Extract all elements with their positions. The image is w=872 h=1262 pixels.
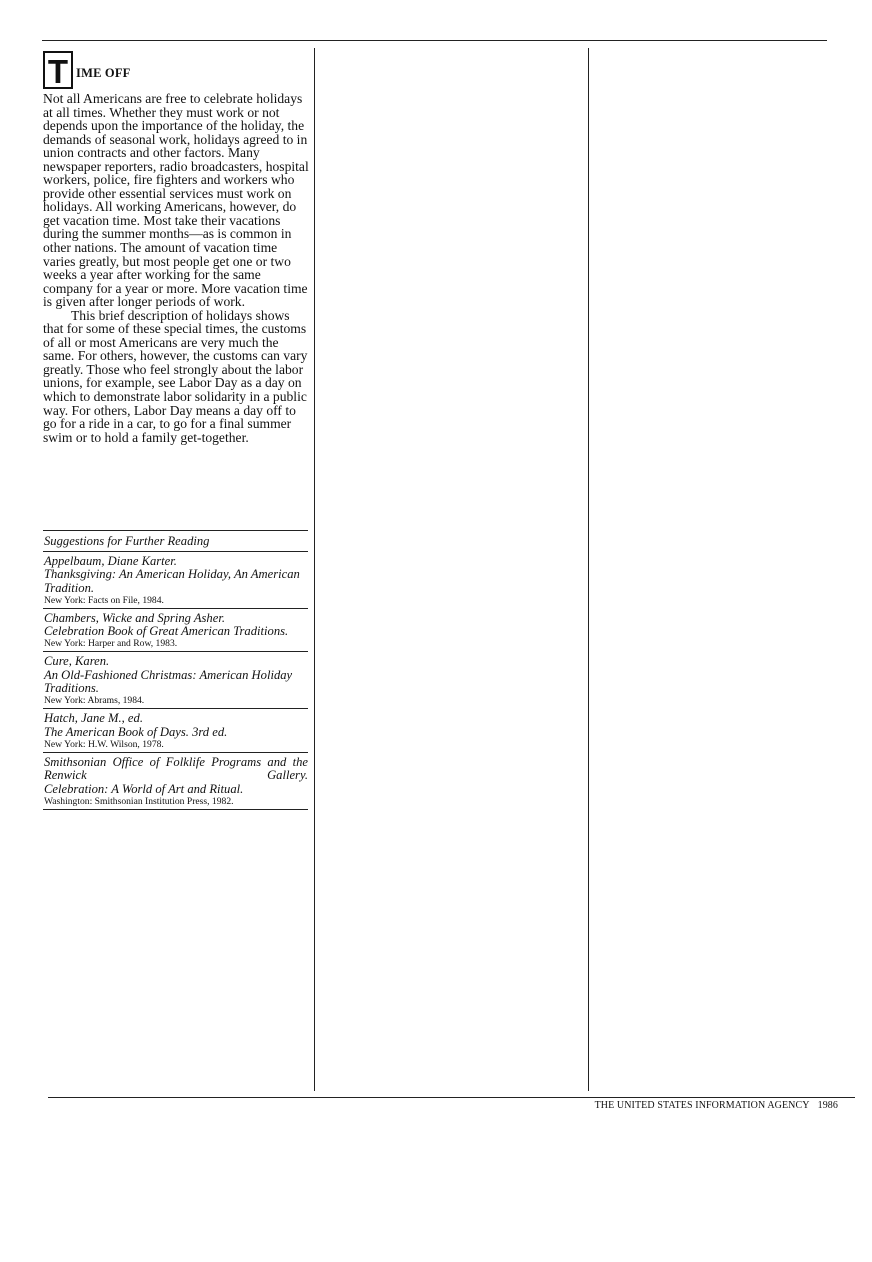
page-footer: [595, 1100, 838, 1111]
article-body: [43, 92, 311, 444]
reference-publisher: New York: Abrams, 1984.: [44, 695, 145, 707]
heading-text: IME OFF: [76, 66, 131, 80]
reference-item: [43, 753, 308, 810]
reference-author: Cure, Karen.: [44, 654, 110, 669]
body-paragraph-1: Not all Americans are free to celebrate holidays at all times. Whether they must work or not depends upon the importance of the holiday, the demands of seasonal work, holidays agreed to in union contracts and other factors. Many newspaper reporters, radio broadcasters, hospital workers, police, fire fighters and workers who provide other essential services must work on holidays. All working Americans, however, do get vacation time. Most take their vacations during the summer months—as is common in other nations. The amount of vacation time varies greatly, but most people get one or two weeks a year after working for the same company for a year or more. More vacation time is given after longer periods of work.: [43, 91, 309, 310]
column-divider-right: [588, 48, 589, 1091]
top-rule: [42, 40, 827, 41]
reference-author: Smithsonian Office of Folklife Programs and the Renwick Gallery.: [44, 754, 308, 783]
further-reading: [43, 530, 308, 810]
reference-publisher: New York: Facts on File, 1984.: [44, 594, 164, 606]
bottom-rule: [48, 1097, 855, 1098]
reference-item: [43, 609, 308, 653]
reference-title: An Old-Fashioned Christmas: American Holiday Traditions.: [44, 667, 293, 696]
column-divider-left: [314, 48, 315, 1091]
reference-item: [43, 652, 308, 709]
reference-item: [43, 552, 308, 609]
dropcap-letter: T: [47, 52, 69, 90]
footer-agency: THE UNITED STATES INFORMATION AGENCY: [594, 1100, 810, 1111]
footer-year: 1986: [817, 1100, 838, 1111]
reference-title: Celebration: A World of Art and Ritual.: [44, 781, 244, 796]
dropcap-box: [43, 51, 73, 89]
reference-publisher: New York: Harper and Row, 1983.: [44, 638, 178, 650]
body-paragraph-2: This brief description of holidays shows that for some of these special times, the customs of all or most Americans are very much the same. For others, however, the customs can vary greatly. Those who feel strongly about the labor unions, for example, see Labor Day as a day on which to demonstrate labor solidarity in a public way. For others, Labor Day means a day off to go for a ride in a car, to go for a final summer swim or to hold a family get-together.: [43, 307, 308, 445]
reference-item: [43, 709, 308, 753]
reference-title: The American Book of Days. 3rd ed.: [44, 724, 228, 739]
reference-title: Celebration Book of Great American Traditions.: [44, 624, 289, 639]
section-heading: [43, 51, 131, 89]
reference-title: Thanksgiving: An American Holiday, An American Tradition.: [44, 567, 300, 595]
reference-author: Hatch, Jane M., ed.: [44, 711, 143, 726]
further-reading-title: Suggestions for Further Reading: [43, 530, 308, 552]
reference-author: Appelbaum, Diane Karter.: [44, 554, 177, 568]
reference-author: Chambers, Wicke and Spring Asher.: [44, 610, 225, 625]
reference-publisher: Washington: Smithsonian Institution Press, 1982.: [44, 795, 234, 807]
reference-publisher: New York: H.W. Wilson, 1978.: [44, 738, 164, 750]
